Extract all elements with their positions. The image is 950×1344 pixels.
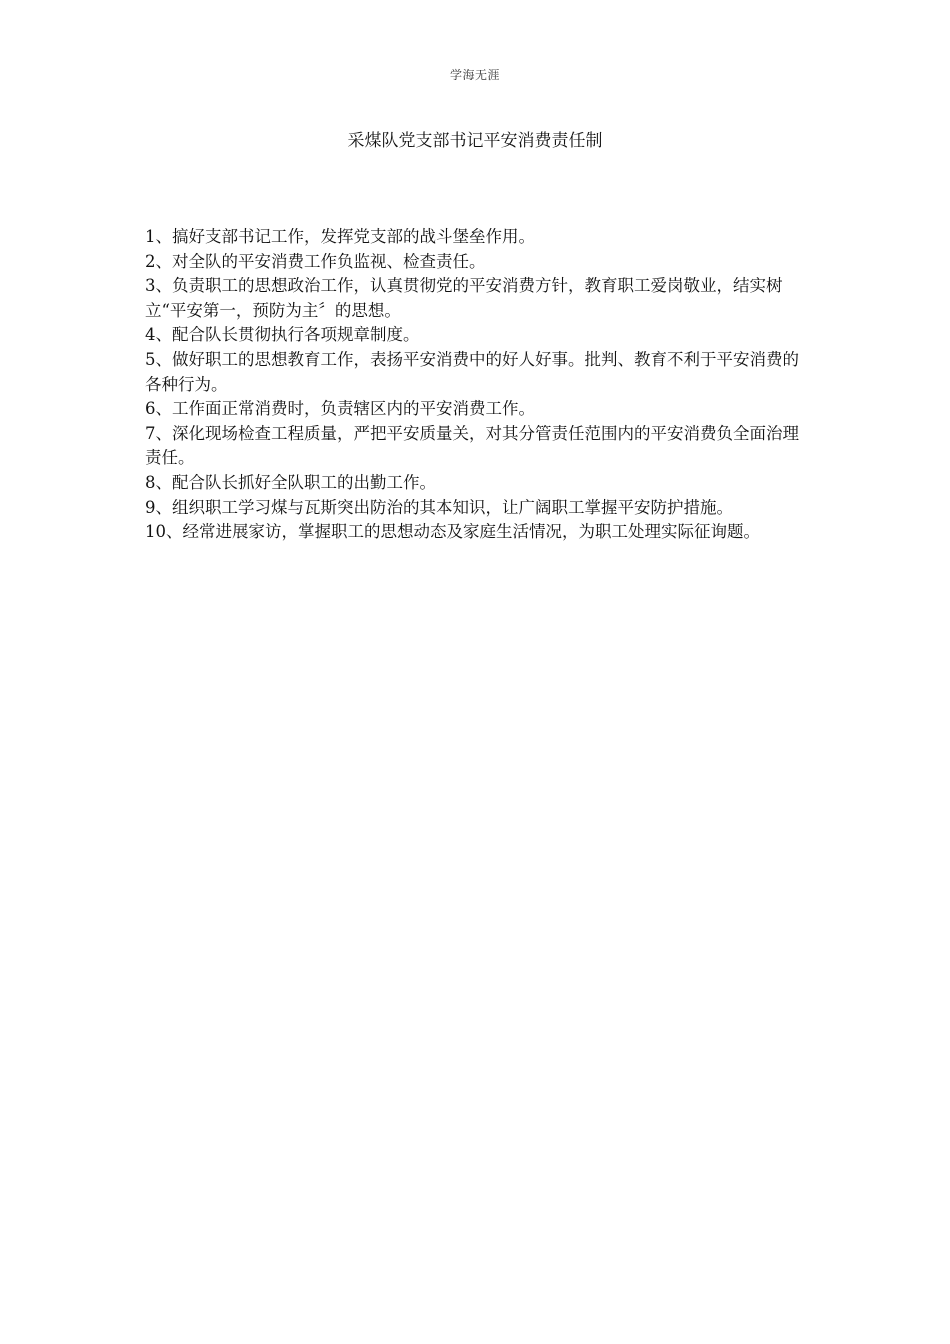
- list-item: 4、配合队长贯彻执行各项规章制度。: [145, 325, 420, 345]
- list-item: 2、对全队的平安消费工作负监视、检查责任。: [145, 251, 486, 271]
- list-item: 3、负责职工的思想政治工作，认真贯彻党的平安消费方针，教育职工爱岗敬业，结实树立“平安第一，预防为主〞的思想。: [145, 276, 783, 320]
- list-item: 1、搞好支部书记工作，发挥党支部的战斗堡垒作用。: [145, 227, 535, 246]
- list-item: 9、组织职工学习煤与瓦斯突出防治的其本知识，让广阔职工掌握平安防护措施。: [145, 497, 733, 517]
- page-header: 学海无涯: [449, 68, 500, 82]
- list-item: 5、做好职工的思想教育工作，表扬平安消费中的好人好事。批判、教育不利于平安消费的各种行为。: [145, 349, 799, 394]
- list-item: 10、经常进展家访，掌握职工的思想动态及家庭生活情况，为职工处理实际征询题。: [145, 522, 760, 542]
- list-item: 7、深化现场检查工程质量，严把平安质量关，对其分管责任范围内的平安消费负全面治理责任。: [145, 423, 799, 468]
- responsibility-list: [145, 225, 810, 545]
- document-title: 采煤队党支部书记平安消费责任制: [347, 131, 603, 151]
- list-item: 8、配合队长抓好全队职工的出勤工作。: [145, 472, 436, 492]
- list-item: 6、工作面正常消费时，负责辖区内的平安消费工作。: [145, 399, 535, 419]
